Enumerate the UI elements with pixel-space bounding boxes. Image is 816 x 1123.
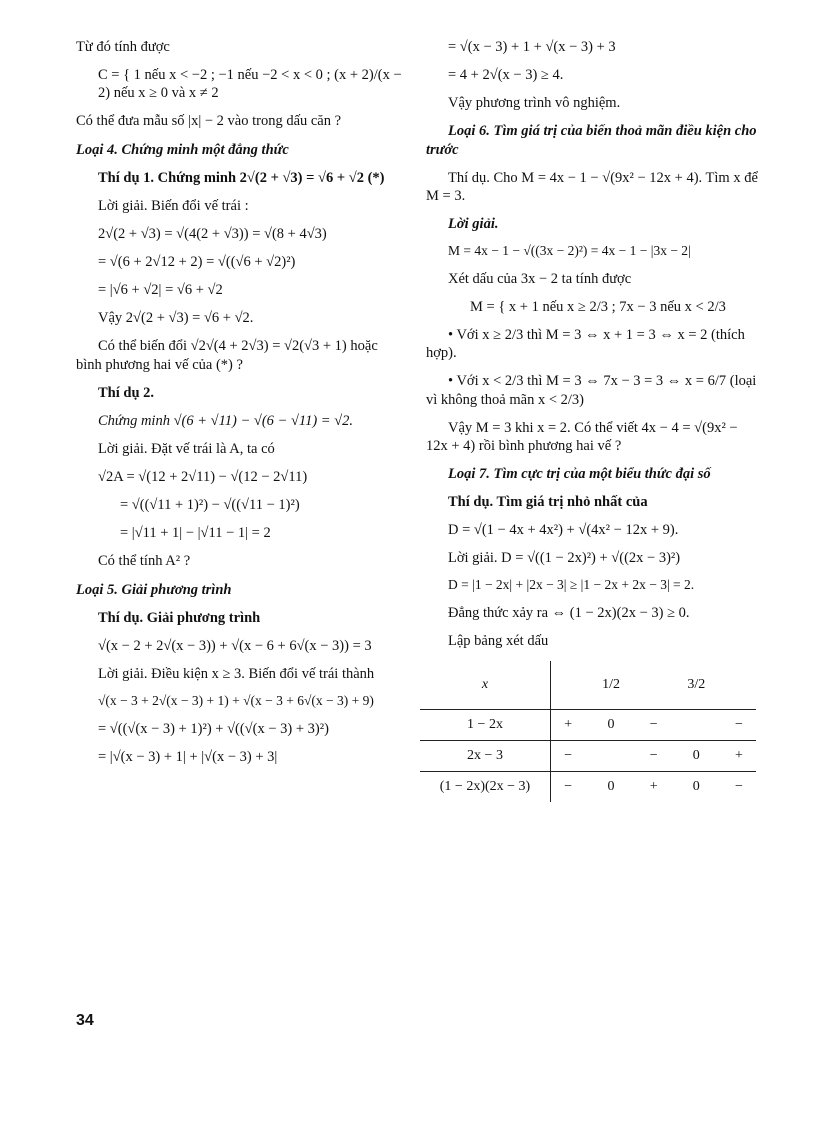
formula-line: = √(6 + 2√12 + 2) = √((√6 + √2)²) — [98, 254, 296, 270]
text-line: Có thể biến đổi √2√(4 + 2√3) = √2(√3 + 1) hoặc bình phương hai vế của (*) ? — [76, 338, 378, 373]
table-cell — [637, 661, 671, 710]
table-cell: 2x − 3 — [420, 740, 551, 771]
table-cell: 0 — [692, 778, 700, 794]
table-cell: 0 — [671, 740, 722, 771]
table-cell — [551, 661, 586, 710]
formula-line: √(x − 2 + 2√(x − 3)) + √(x − 6 + 6√(x − 3)) = 3 — [98, 637, 372, 654]
example-heading: Thí dụ. Giải phương trình — [98, 609, 261, 626]
formula-line: = |√6 + √2| = √6 + √2 — [98, 282, 223, 299]
formula-line: 2√(2 + √3) = √(4(2 + √3)) = √(8 + 4√3) — [98, 225, 327, 242]
table-row — [420, 709, 756, 740]
formula-line: D = |1 − 2x| + |2x − 3| ≥ |1 − 2x + 2x − 3| = 2. — [448, 577, 695, 593]
case-line: • Với x < 2/3 thì M = 3 ⇔ 7x − 3 = 3 ⇔ x = 6/7 (loại vì không thoả mãn x < 2/3) — [426, 373, 757, 408]
formula-line: = |√11 + 1| − |√11 − 1| = 2 — [120, 525, 271, 542]
table-cell: − — [564, 778, 573, 794]
text-line: Vậy phương trình vô nghiệm. — [448, 95, 621, 112]
example-line: Thí dụ. Cho M = 4x − 1 − √(9x² − 12x + 4). Tìm x để M = 3. — [426, 169, 758, 204]
piecewise-M: M = { x + 1 nếu x ≥ 2/3 ; 7x − 3 nếu x < 2/3 — [470, 299, 726, 315]
section-heading: Loại 4. Chứng minh một đẳng thức — [76, 141, 289, 158]
formula-line: √2A = √(12 + 2√11) − √(12 − 2√11) — [98, 469, 308, 485]
formula-line: M = 4x − 1 − √((3x − 2)²) = 4x − 1 − |3x − 2| — [448, 243, 691, 258]
text-line: Từ đó tính được — [76, 39, 170, 55]
formula-line: D = √(1 − 4x + 4x²) + √(4x² − 12x + 9). — [448, 522, 679, 539]
right-column — [426, 38, 758, 802]
example-heading: Thí dụ. Tìm giá trị nhỏ nhất của — [448, 494, 648, 510]
table-cell: + — [649, 778, 658, 794]
table-cell: − — [637, 709, 671, 740]
table-cell: − — [551, 740, 586, 771]
formula-line: = √((√11 + 1)²) − √((√11 − 1)²) — [120, 497, 300, 514]
section-heading: Loại 5. Giải phương trình — [76, 581, 232, 598]
section-heading: Loại 7. Tìm cực trị của một biểu thức đại số — [448, 465, 711, 482]
table-cell: x — [420, 661, 551, 710]
formula-line: = |√(x − 3) + 1| + |√(x − 3) + 3| — [98, 749, 278, 765]
text-line: Có thể đưa mẫu số |x| − 2 vào trong dấu căn ? — [76, 113, 342, 130]
solution-line: Lời giải. D = √((1 − 2x)²) + √((2x − 3)²) — [448, 550, 681, 567]
solution-label: Lời giải. Đặt vế trái là A, ta có — [98, 440, 275, 457]
table-cell: (1 − 2x)(2x − 3) — [420, 771, 551, 802]
table-cell: − — [722, 709, 756, 740]
table-cell — [585, 740, 636, 771]
formula-line: √(x − 3 + 2√(x − 3) + 1) + √(x − 3 + 6√(x − 3) + 9) — [98, 693, 374, 708]
table-cell: 0 — [607, 778, 615, 794]
sign-table — [420, 661, 756, 802]
text-line: Xét dấu của 3x − 2 ta tính được — [448, 270, 632, 287]
table-cell: − — [734, 778, 743, 794]
table-row — [420, 740, 756, 771]
piecewise-C: C = { 1 nếu x < −2 ; −1 nếu −2 < x < 0 ; (x + 2)/(x − 2) nếu x ≥ 0 và x ≠ 2 — [98, 67, 402, 102]
formula-line: = 4 + 2√(x − 3) ≥ 4. — [448, 67, 564, 84]
example-heading: Thí dụ 2. — [98, 384, 155, 401]
text-line: Vậy M = 3 khi x = 2. Có thể viết 4x − 4 = √(9x² − 12x + 4) rồi bình phương hai vế ? — [426, 419, 738, 454]
table-cell: 3/2 — [671, 661, 722, 710]
formula-line: = √((√(x − 3) + 1)²) + √((√(x − 3) + 3)²) — [98, 720, 329, 737]
table-cell — [671, 709, 722, 740]
formula-line: = √(x − 3) + 1 + √(x − 3) + 3 — [448, 39, 616, 55]
table-cell: 0 — [585, 709, 636, 740]
text-line: Đẳng thức xảy ra ⇔ (1 − 2x)(2x − 3) ≥ 0. — [448, 605, 690, 622]
table-cell: 1 − 2x — [420, 709, 551, 740]
formula-line: Vậy 2√(2 + √3) = √6 + √2. — [98, 310, 254, 327]
formula-line: Chứng minh √(6 + √11) − √(6 − √11) = √2. — [98, 412, 354, 429]
table-cell: + — [722, 740, 756, 771]
section-heading: Loại 6. Tìm giá trị của biến thoả mãn điều kiện cho trước — [426, 123, 757, 158]
table-cell — [722, 661, 756, 710]
text-line: Lập bảng xét dấu — [448, 633, 549, 650]
solution-label: Lời giải. Biến đổi vế trái : — [98, 197, 249, 214]
table-cell: 1/2 — [585, 661, 636, 710]
table-cell: + — [551, 709, 586, 740]
table-row — [420, 771, 756, 802]
table-header-row — [420, 661, 756, 710]
page-number: 34 — [76, 1012, 94, 1029]
example-heading: Thí dụ 1. Chứng minh 2√(2 + √3) = √6 + √2 (*) — [98, 169, 385, 186]
table-cell: − — [637, 740, 671, 771]
text-line: Có thể tính A² ? — [98, 553, 191, 570]
left-column — [76, 38, 406, 776]
solution-label: Lời giải. — [448, 215, 499, 232]
case-line: • Với x ≥ 2/3 thì M = 3 ⇔ x + 1 = 3 ⇔ x = 2 (thích hợp). — [426, 327, 745, 362]
solution-label: Lời giải. Điều kiện x ≥ 3. Biến đổi vế trái thành — [98, 665, 375, 682]
